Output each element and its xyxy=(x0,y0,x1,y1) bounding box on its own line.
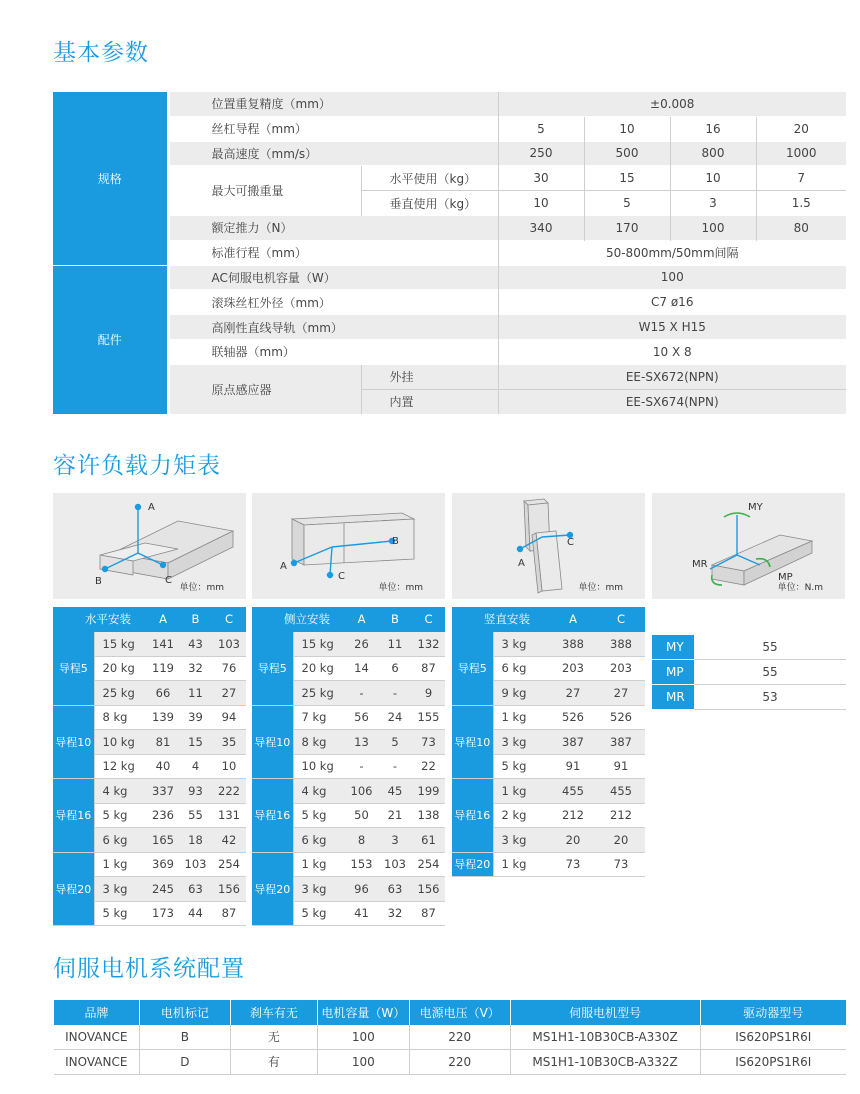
axis-header: C xyxy=(412,607,445,632)
mount-type-header: 侧立安装 xyxy=(252,607,345,632)
moment-cell: 63 xyxy=(378,877,412,902)
servo-config-table xyxy=(53,1000,846,1075)
label-payload-vertical: 垂直使用（kg） xyxy=(361,191,498,216)
load-cell: 3 kg xyxy=(293,877,345,902)
diagram-vertical-mount xyxy=(452,493,645,599)
category-accessories: 配件 xyxy=(53,265,168,414)
cell-motor-model: MS1H1-10B30CB-A332Z xyxy=(510,1050,700,1075)
moment-key: MP xyxy=(652,660,694,685)
moment-cell: 26 xyxy=(345,632,378,657)
load-cell: 1 kg xyxy=(493,779,549,804)
table-row xyxy=(452,852,645,877)
moment-cell: 43 xyxy=(179,632,212,657)
moment-cell: 32 xyxy=(179,656,212,681)
value-payload-h: 7 xyxy=(756,166,846,191)
load-cell: 8 kg xyxy=(293,730,345,755)
label-sensor-external: 外挂 xyxy=(361,364,498,389)
moment-cell: 103 xyxy=(212,632,246,657)
moment-cell: 96 xyxy=(345,877,378,902)
section-title-load-moment: 容许负载力矩表 xyxy=(53,453,221,479)
moment-cell: 369 xyxy=(147,852,179,877)
side-mount-data-table xyxy=(252,607,445,926)
lead-group-label: 导程20 xyxy=(252,852,293,926)
moment-cell: 138 xyxy=(412,803,445,828)
value-sensor-internal: EE-SX674(NPN) xyxy=(498,389,846,414)
mount-type-header: 竖直安装 xyxy=(452,607,549,632)
load-cell: 9 kg xyxy=(493,681,549,706)
moment-cell: 13 xyxy=(345,730,378,755)
moment-cell: 27 xyxy=(549,681,597,706)
moment-cell: 20 xyxy=(597,828,645,853)
moment-cell: 337 xyxy=(147,779,179,804)
axis-label-b: B xyxy=(95,576,102,587)
moment-cell: 387 xyxy=(597,730,645,755)
label-coupling: 联轴器（mm） xyxy=(168,339,498,364)
unit-label: 单位：mm xyxy=(179,583,224,593)
value-payload-v: 10 xyxy=(498,191,584,216)
label-sensor: 原点感应器 xyxy=(168,364,361,414)
cell-brake: 有 xyxy=(230,1050,317,1075)
basic-params-table xyxy=(53,91,846,414)
moment-cell: 455 xyxy=(597,779,645,804)
moment-cell: 119 xyxy=(147,656,179,681)
moment-cell: 87 xyxy=(412,901,445,926)
axis-header: C xyxy=(212,607,246,632)
col-header-motor-model: 伺服电机型号 xyxy=(510,1000,700,1025)
moment-cell: 40 xyxy=(147,754,179,779)
value-motor: 100 xyxy=(498,265,846,290)
load-cell: 3 kg xyxy=(493,730,549,755)
value-coupling: 10 X 8 xyxy=(498,339,846,364)
moment-cell: 76 xyxy=(212,656,246,681)
value-payload-h: 15 xyxy=(584,166,670,191)
value-payload-v: 1.5 xyxy=(756,191,846,216)
lead-group-label: 导程10 xyxy=(53,705,94,779)
moment-label-mp: MP xyxy=(778,572,793,583)
lead-group-label: 导程5 xyxy=(252,632,293,706)
moment-cell: 8 xyxy=(345,828,378,853)
cell-capacity: 100 xyxy=(317,1025,409,1050)
moment-cell: 222 xyxy=(212,779,246,804)
moment-cell: 56 xyxy=(345,705,378,730)
col-header-driver-model: 驱动器型号 xyxy=(700,1000,846,1025)
moment-cell: - xyxy=(378,754,412,779)
load-cell: 5 kg xyxy=(493,754,549,779)
moment-cell: 73 xyxy=(549,852,597,877)
value-stroke: 50-800mm/50mm间隔 xyxy=(498,240,846,265)
unit-label: 单位：N.m xyxy=(777,583,823,593)
moment-cell: 93 xyxy=(179,779,212,804)
moment-cell: 254 xyxy=(212,852,246,877)
load-cell: 12 kg xyxy=(94,754,147,779)
diagram-side-mount xyxy=(252,493,445,599)
moment-cell: 212 xyxy=(549,803,597,828)
moment-cell: 11 xyxy=(179,681,212,706)
moment-cell: 81 xyxy=(147,730,179,755)
moment-cell: 103 xyxy=(378,852,412,877)
section-title-basic-params: 基本参数 xyxy=(53,40,149,66)
moment-cell: 24 xyxy=(378,705,412,730)
value-sensor-external: EE-SX672(NPN) xyxy=(498,364,846,389)
load-cell: 6 kg xyxy=(94,828,147,853)
axis-label-a: A xyxy=(148,502,155,513)
moment-value: 55 xyxy=(694,635,846,660)
axis-header: A xyxy=(345,607,378,632)
value-speed: 800 xyxy=(670,141,756,166)
load-cell: 4 kg xyxy=(293,779,345,804)
lead-group-label: 导程16 xyxy=(252,779,293,853)
value-thrust: 80 xyxy=(756,215,846,240)
lead-group-label: 导程16 xyxy=(53,779,94,853)
diagram-moments xyxy=(652,493,845,599)
moment-key: MR xyxy=(652,685,694,710)
load-cell: 5 kg xyxy=(293,901,345,926)
label-speed: 最高速度（mm/s） xyxy=(168,141,498,166)
moment-cell: 387 xyxy=(549,730,597,755)
moment-label-my: MY xyxy=(748,502,763,513)
value-thrust: 170 xyxy=(584,215,670,240)
moment-cell: 236 xyxy=(147,803,179,828)
load-cell: 6 kg xyxy=(293,828,345,853)
moment-cell: 141 xyxy=(147,632,179,657)
horizontal-mount-data-table xyxy=(53,607,246,926)
load-cell: 3 kg xyxy=(94,877,147,902)
load-cell: 20 kg xyxy=(94,656,147,681)
cell-voltage: 220 xyxy=(409,1050,510,1075)
table-row xyxy=(53,632,246,657)
moment-cell: 4 xyxy=(179,754,212,779)
section-title-servo-config: 伺服电机系统配置 xyxy=(53,956,245,982)
load-cell: 15 kg xyxy=(94,632,147,657)
value-thrust: 100 xyxy=(670,215,756,240)
moment-cell: 203 xyxy=(597,656,645,681)
unit-label: 单位：mm xyxy=(578,583,623,593)
moment-cell: 139 xyxy=(147,705,179,730)
label-motor: AC伺服电机容量（W） xyxy=(168,265,498,290)
moment-cell: 165 xyxy=(147,828,179,853)
lead-group-label: 导程10 xyxy=(452,705,493,779)
moment-cell: 18 xyxy=(179,828,212,853)
moment-cell: 9 xyxy=(412,681,445,706)
moment-cell: 41 xyxy=(345,901,378,926)
moment-cell: 11 xyxy=(378,632,412,657)
value-payload-h: 30 xyxy=(498,166,584,191)
load-cell: 1 kg xyxy=(293,852,345,877)
load-cell: 4 kg xyxy=(94,779,147,804)
cell-driver-model: IS620PS1R6I xyxy=(700,1050,846,1075)
load-cell: 1 kg xyxy=(94,852,147,877)
moment-cell: 35 xyxy=(212,730,246,755)
cell-motor-mark: D xyxy=(139,1050,230,1075)
label-lead: 丝杠导程（mm） xyxy=(168,116,498,141)
cell-brand: INOVANCE xyxy=(54,1025,140,1050)
moment-cell: 455 xyxy=(549,779,597,804)
value-screw: C7 ø16 xyxy=(498,290,846,315)
moment-cell: 245 xyxy=(147,877,179,902)
load-cell: 6 kg xyxy=(493,656,549,681)
moment-label-mr: MR xyxy=(692,559,708,570)
table-row xyxy=(252,705,445,730)
table-row xyxy=(452,705,645,730)
moment-cell: 87 xyxy=(412,656,445,681)
moment-values-table xyxy=(652,635,846,710)
moment-cell: 32 xyxy=(378,901,412,926)
moment-cell: 388 xyxy=(597,632,645,657)
load-cell: 25 kg xyxy=(94,681,147,706)
moment-cell: 156 xyxy=(412,877,445,902)
label-payload-horizontal: 水平使用（kg） xyxy=(361,166,498,191)
table-row xyxy=(53,852,246,877)
moment-cell: 27 xyxy=(212,681,246,706)
load-cell: 8 kg xyxy=(94,705,147,730)
moment-cell: 5 xyxy=(378,730,412,755)
moment-cell: 63 xyxy=(179,877,212,902)
table-row xyxy=(252,632,445,657)
axis-header: A xyxy=(147,607,179,632)
moment-cell: 10 xyxy=(212,754,246,779)
table-row xyxy=(452,779,645,804)
axis-header: B xyxy=(378,607,412,632)
cell-motor-mark: B xyxy=(139,1025,230,1050)
label-thrust: 额定推力（N） xyxy=(168,215,498,240)
moment-cell: 66 xyxy=(147,681,179,706)
cell-brake: 无 xyxy=(230,1025,317,1050)
value-lead: 16 xyxy=(670,116,756,141)
moment-key: MY xyxy=(652,635,694,660)
axis-label-c: C xyxy=(338,571,345,582)
table-row xyxy=(252,852,445,877)
value-lead: 20 xyxy=(756,116,846,141)
load-cell: 3 kg xyxy=(493,632,549,657)
lead-group-label: 导程16 xyxy=(452,779,493,853)
value-lead: 5 xyxy=(498,116,584,141)
value-precision: ±0.008 xyxy=(498,92,846,117)
axis-header: C xyxy=(597,607,645,632)
moment-cell: 15 xyxy=(179,730,212,755)
cell-capacity: 100 xyxy=(317,1050,409,1075)
axis-label-c: C xyxy=(567,537,574,548)
moment-cell: 21 xyxy=(378,803,412,828)
moment-cell: 22 xyxy=(412,754,445,779)
moment-cell: 156 xyxy=(212,877,246,902)
mount-type-header: 水平安装 xyxy=(53,607,147,632)
moment-cell: 42 xyxy=(212,828,246,853)
col-header-voltage: 电源电压（V） xyxy=(409,1000,510,1025)
load-cell: 10 kg xyxy=(94,730,147,755)
axis-label-a: A xyxy=(280,561,287,572)
load-cell: 5 kg xyxy=(94,803,147,828)
load-cell: 2 kg xyxy=(493,803,549,828)
lead-group-label: 导程20 xyxy=(53,852,94,926)
load-cell: 20 kg xyxy=(293,656,345,681)
axis-label-c: C xyxy=(165,575,172,586)
cell-voltage: 220 xyxy=(409,1025,510,1050)
col-header-brand: 品牌 xyxy=(54,1000,140,1025)
moment-cell: 44 xyxy=(179,901,212,926)
moment-cell: 73 xyxy=(597,852,645,877)
value-payload-v: 3 xyxy=(670,191,756,216)
moment-cell: - xyxy=(378,681,412,706)
load-cell: 5 kg xyxy=(293,803,345,828)
moment-cell: 203 xyxy=(549,656,597,681)
diagram-horizontal-mount xyxy=(53,493,246,599)
moment-cell: 106 xyxy=(345,779,378,804)
axis-label-b: B xyxy=(392,536,399,547)
value-rail: W15 X H15 xyxy=(498,315,846,340)
col-header-motor-mark: 电机标记 xyxy=(139,1000,230,1025)
moment-cell: 45 xyxy=(378,779,412,804)
moment-cell: 212 xyxy=(597,803,645,828)
value-payload-h: 10 xyxy=(670,166,756,191)
moment-cell: 526 xyxy=(549,705,597,730)
lead-group-label: 导程20 xyxy=(452,852,493,877)
moment-cell: 132 xyxy=(412,632,445,657)
moment-cell: 199 xyxy=(412,779,445,804)
load-cell: 5 kg xyxy=(94,901,147,926)
moment-cell: 388 xyxy=(549,632,597,657)
lead-group-label: 导程10 xyxy=(252,705,293,779)
axis-header: B xyxy=(179,607,212,632)
value-lead: 10 xyxy=(584,116,670,141)
table-row xyxy=(252,779,445,804)
load-cell: 3 kg xyxy=(493,828,549,853)
moment-cell: 73 xyxy=(412,730,445,755)
label-rail: 高刚性直线导轨（mm） xyxy=(168,315,498,340)
moment-cell: - xyxy=(345,681,378,706)
category-spec: 规格 xyxy=(53,92,168,266)
moment-cell: 3 xyxy=(378,828,412,853)
moment-cell: 6 xyxy=(378,656,412,681)
moment-cell: 87 xyxy=(212,901,246,926)
value-speed: 250 xyxy=(498,141,584,166)
load-cell: 15 kg xyxy=(293,632,345,657)
label-sensor-internal: 内置 xyxy=(361,389,498,414)
load-cell: 25 kg xyxy=(293,681,345,706)
label-payload: 最大可搬重量 xyxy=(168,166,361,216)
moment-cell: 173 xyxy=(147,901,179,926)
table-row xyxy=(452,632,645,657)
col-header-capacity: 电机容量（W） xyxy=(317,1000,409,1025)
label-screw: 滚珠丝杠外径（mm） xyxy=(168,290,498,315)
moment-cell: 14 xyxy=(345,656,378,681)
lead-group-label: 导程5 xyxy=(53,632,94,706)
moment-cell: 94 xyxy=(212,705,246,730)
moment-cell: 131 xyxy=(212,803,246,828)
load-cell: 7 kg xyxy=(293,705,345,730)
moment-cell: 50 xyxy=(345,803,378,828)
value-thrust: 340 xyxy=(498,215,584,240)
axis-header: A xyxy=(549,607,597,632)
cell-brand: INOVANCE xyxy=(54,1050,140,1075)
moment-cell: 526 xyxy=(597,705,645,730)
cell-motor-model: MS1H1-10B30CB-A330Z xyxy=(510,1025,700,1050)
lead-group-label: 导程5 xyxy=(452,632,493,706)
moment-cell: 61 xyxy=(412,828,445,853)
label-stroke: 标准行程（mm） xyxy=(168,240,498,265)
table-row xyxy=(53,779,246,804)
load-cell: 1 kg xyxy=(493,852,549,877)
moment-cell: 20 xyxy=(549,828,597,853)
moment-cell: 91 xyxy=(549,754,597,779)
load-cell: 10 kg xyxy=(293,754,345,779)
moment-cell: 254 xyxy=(412,852,445,877)
moment-cell: 27 xyxy=(597,681,645,706)
label-precision: 位置重复精度（mm） xyxy=(168,92,498,117)
value-payload-v: 5 xyxy=(584,191,670,216)
vertical-mount-data-table xyxy=(452,607,645,877)
table-row xyxy=(53,705,246,730)
axis-label-a: A xyxy=(518,558,525,569)
load-cell: 1 kg xyxy=(493,705,549,730)
moment-value: 55 xyxy=(694,660,846,685)
value-speed: 1000 xyxy=(756,141,846,166)
moment-cell: - xyxy=(345,754,378,779)
value-speed: 500 xyxy=(584,141,670,166)
cell-driver-model: IS620PS1R6I xyxy=(700,1025,846,1050)
moment-cell: 103 xyxy=(179,852,212,877)
moment-cell: 39 xyxy=(179,705,212,730)
unit-label: 单位：mm xyxy=(378,583,423,593)
moment-cell: 153 xyxy=(345,852,378,877)
moment-cell: 55 xyxy=(179,803,212,828)
moment-cell: 155 xyxy=(412,705,445,730)
col-header-brake: 刹车有无 xyxy=(230,1000,317,1025)
moment-value: 53 xyxy=(694,685,846,710)
moment-cell: 91 xyxy=(597,754,645,779)
